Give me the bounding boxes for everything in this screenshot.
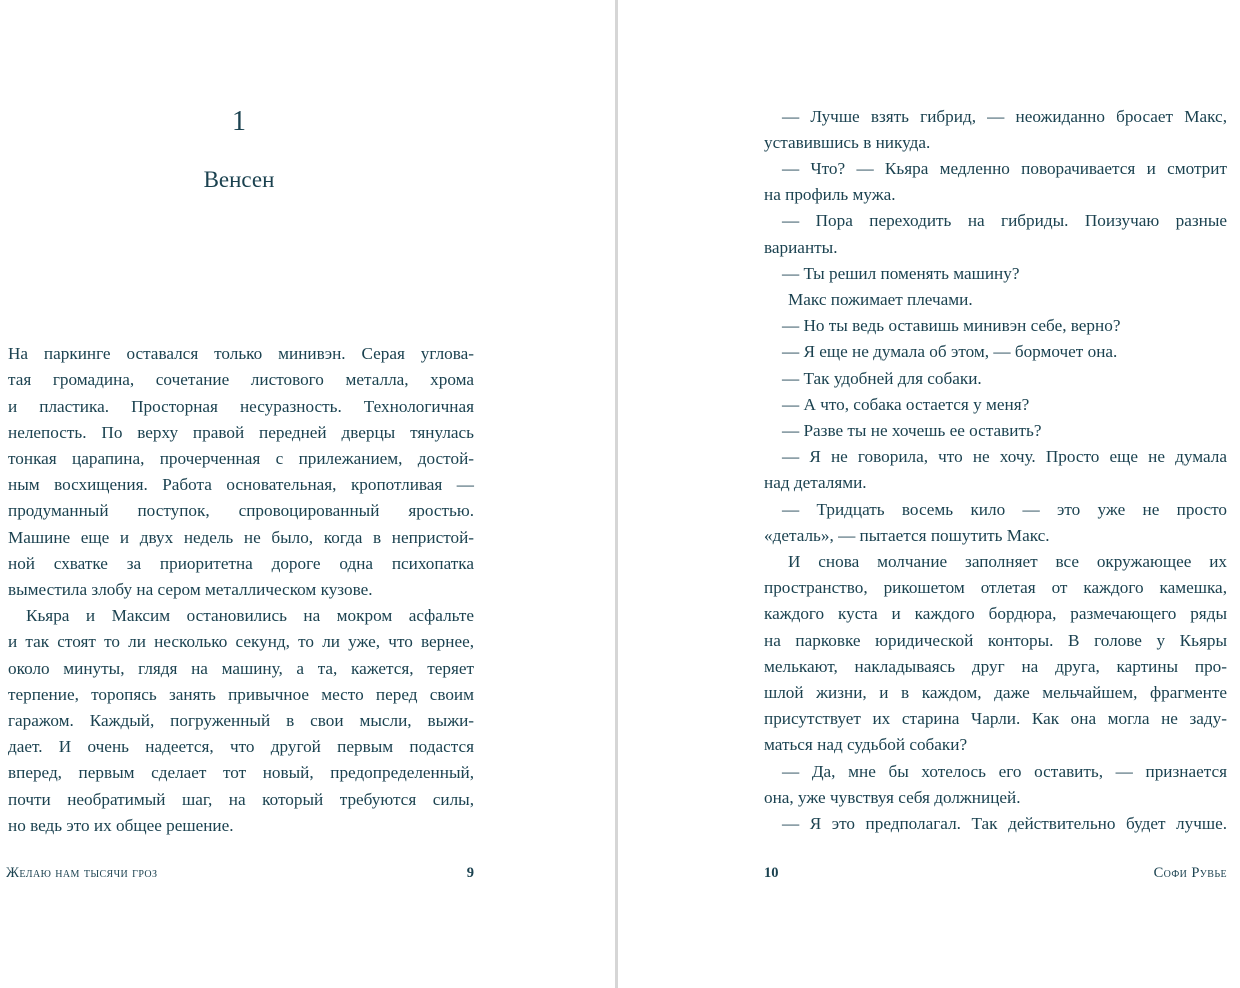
text-line: шлой жизни, и в каждом, даже мельчайшем, фрагменте [764,683,1227,702]
text-line: ным восхищения. Работа основательная, кропотливая — [8,475,474,494]
running-title-left: Желаю нам тысячи гроз [6,865,158,881]
text-line: Кьяра и Максим остановились на мокром асфальте [26,606,474,625]
text-line: дает. И очень надеется, что другой первым подастся [8,737,474,756]
text-line: — Что? — Кьяра медленно поворачивается и смотрит [782,159,1227,178]
text-line: тая громадина, сочетание листового металла, хрома [8,370,474,389]
text-line: маться над судьбой собаки? [764,735,968,754]
text-line: присутствует их старина Чарли. Как она могла не заду- [764,709,1227,728]
text-line: над деталями. [764,473,867,492]
text-line: варианты. [764,238,838,257]
text-line: нелепость. По верху правой передней дверцы тянулась [8,423,474,442]
text-line: — Да, мне бы хотелось его оставить, — признается [782,762,1227,781]
text-line: Машине еще и двух недель не было, когда в непристой- [8,528,474,547]
text-line: она, уже чувствуя себя должницей. [764,788,1021,807]
text-line: — Тридцать восемь кило — это уже не просто [782,500,1227,519]
text-line: терпение, торопясь занять привычное место перед своим [8,685,474,704]
text-line: На паркинге оставался только минивэн. Серая углова- [8,344,474,363]
text-line: — А что, собака остается у меня? [782,395,1030,414]
text-line: Макс пожимает плечами. [788,290,973,309]
text-line: — Лучше взять гибрид, — неожиданно бросает Макс, [782,107,1227,126]
text-line: вперед, первым сделает тот новый, предопределенный, [8,763,474,782]
text-line: но ведь это их общее решение. [8,816,234,835]
chapter-title: Венсен [203,167,275,192]
text-line: И снова молчание заполняет все окружающее их [788,552,1227,571]
page-number-left: 9 [466,865,474,881]
text-line: на профиль мужа. [764,185,896,204]
text-line: выместила злобу на сером металлическом кузове. [8,580,373,599]
text-line: тонкая царапина, прочерченная с прилежанием, достой- [8,449,474,468]
text-line: — Я не говорила, что не хочу. Просто еще не думала [782,447,1227,466]
text-line: гаражом. Каждый, погруженный в свои мысли, выжи- [8,711,474,730]
text-line: — Я еще не думала об этом, — бормочет она. [782,342,1118,361]
book-spine [615,0,618,988]
text-line: — Так удобней для собаки. [782,369,982,388]
running-title-right: Софи Рувье [1153,865,1227,881]
text-line: — Ты решил поменять машину? [782,264,1020,283]
text-line: ной схватке за приоритетна дороге одна психопатка [8,554,474,573]
text-line: и пластика. Просторная несуразность. Технологичная [8,397,474,416]
text-line: около минуты, глядя на машину, а та, кажется, теряет [8,659,474,678]
text-line: продуманный поступок, спровоцированный яростью. [8,501,474,520]
text-line: каждого куста и каждого бордюра, размечающего ряды [764,604,1227,623]
text-line: мелькают, накладываясь друг на друга, картины про- [764,657,1227,676]
text-line: — Я это предполагал. Так действительно будет лучше. [782,814,1227,833]
page-number-right: 10 [764,865,779,881]
text-line: пространство, рикошетом отлетая от каждого камешка, [764,578,1227,597]
text-line: почти необратимый шаг, на который требуются силы, [8,790,474,809]
text-line: — Разве ты не хочешь ее оставить? [782,421,1042,440]
text-line: «деталь», — пытается пошутить Макс. [764,526,1050,545]
text-line: — Пора переходить на гибриды. Поизучаю разные [782,211,1227,230]
text-line: — Но ты ведь оставишь минивэн себе, верно? [782,316,1121,335]
chapter-number: 1 [232,106,246,137]
text-line: на парковке юридической конторы. В голове у Кьяры [764,631,1227,650]
text-line: и так стоят то ли несколько секунд, то ли уже, что вернее, [8,632,474,651]
text-line: уставившись в никуда. [764,133,931,152]
